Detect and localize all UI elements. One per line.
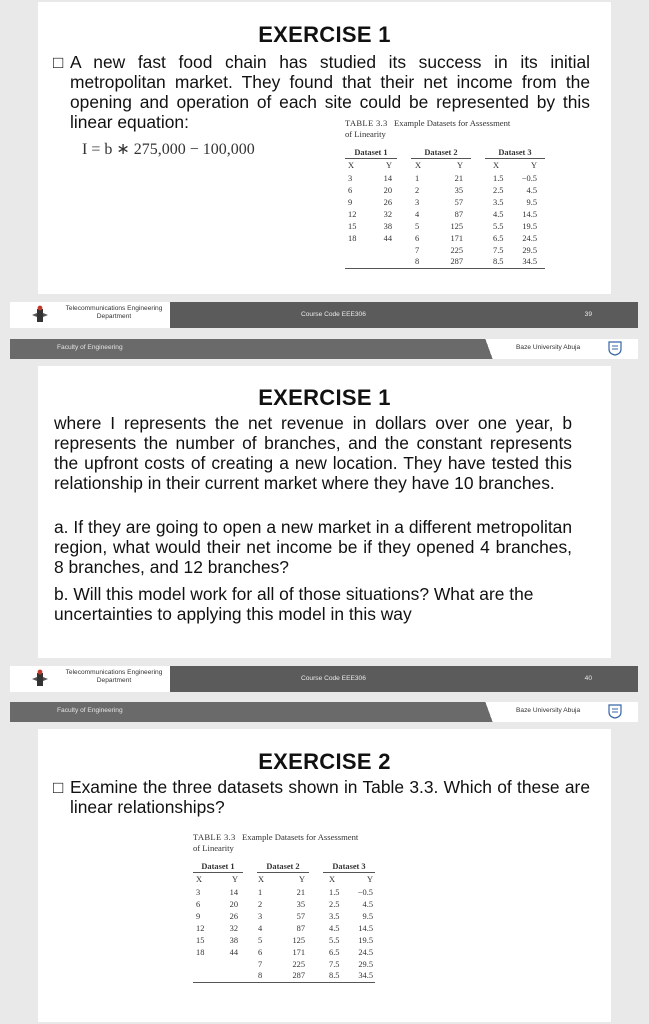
table-cell: 26 <box>383 197 392 207</box>
course-code: Course Code EEE306 <box>301 311 366 318</box>
faculty-bar-2 <box>10 702 638 722</box>
table-cell: 2.5 <box>493 185 504 195</box>
table-cell: 26 <box>229 911 238 921</box>
course-code: Course Code EEE306 <box>301 675 366 682</box>
table-cell: 15 <box>348 221 357 231</box>
table-cell: 14.5 <box>522 209 537 219</box>
table-cell: 5.5 <box>493 221 504 231</box>
table-cell: 24.5 <box>358 947 373 957</box>
department-name: Telecommunications Engineering <box>65 669 163 676</box>
table-cell: 4.5 <box>329 923 340 933</box>
page-number: 40 <box>584 675 592 682</box>
table-cell: 287 <box>292 971 305 981</box>
table-cell: 6 <box>196 899 201 909</box>
table-cell: 38 <box>383 221 392 231</box>
table-cell: 2 <box>415 185 420 195</box>
table-cell: 12 <box>348 209 357 219</box>
faculty-bar-1 <box>10 339 638 359</box>
table-cell: 19.5 <box>522 221 537 231</box>
table-cell: 5.5 <box>329 935 340 945</box>
slide-1 <box>38 2 611 294</box>
table-cell: 1.5 <box>493 173 504 183</box>
table-row <box>193 922 375 934</box>
table-cell: 87 <box>296 923 305 933</box>
table-cell: 8.5 <box>493 257 504 267</box>
table-cell: 14 <box>383 173 392 183</box>
table-row <box>193 886 375 898</box>
group-header: Dataset 2 <box>257 858 309 872</box>
table-cell: 9.5 <box>526 197 537 207</box>
bullet-icon: □ <box>53 53 64 72</box>
table-row <box>193 934 375 946</box>
table-cell <box>369 256 397 268</box>
table-cell: 4.5 <box>362 899 373 909</box>
table-cell: 20 <box>229 899 238 909</box>
group-header: Dataset 1 <box>345 144 397 158</box>
table-cell: 3 <box>196 887 201 897</box>
group-header: Dataset 3 <box>485 144 545 158</box>
table-cell: −0.5 <box>521 173 537 183</box>
table-cell: 4 <box>258 923 263 933</box>
slide-footer-2: Telecommunications Engineering Department Course Code EEE306 40 <box>10 666 638 692</box>
page-number: 39 <box>584 311 592 318</box>
table-cell: 14.5 <box>358 923 373 933</box>
table-cell: 2 <box>258 899 263 909</box>
table-cell: 1 <box>415 173 420 183</box>
table-cell: 1.5 <box>329 887 340 897</box>
table-cell: 35 <box>454 185 463 195</box>
table-cell <box>216 958 243 970</box>
question-a: a. If they are going to open a new market in a different metropolitan region, what would their net income be if they opened 4 branches, 8 branches, and 12 branches? <box>54 517 572 577</box>
table-row <box>345 256 545 268</box>
table-cell: 87 <box>454 209 463 219</box>
table-cell: 225 <box>292 959 305 969</box>
table-cell: 44 <box>383 233 392 243</box>
table-caption: TABLE 3.3 Example Datasets for Assessment of Linearity <box>345 118 511 139</box>
table-row <box>345 208 545 220</box>
linear-equation: I = b ∗ 275,000 − 100,000 <box>82 141 255 158</box>
group-header: Dataset 1 <box>193 858 243 872</box>
crest-icon <box>608 704 622 719</box>
table-cell: 57 <box>454 197 463 207</box>
table-cell: 3.5 <box>329 911 340 921</box>
table-row <box>345 172 545 184</box>
table-cell: 4 <box>415 209 420 219</box>
table-cell: 8.5 <box>329 971 340 981</box>
table-cell: 6 <box>258 947 263 957</box>
table-cell: 9.5 <box>362 911 373 921</box>
table-cell: 171 <box>292 947 305 957</box>
table-cell <box>345 244 369 256</box>
slide-3 <box>38 729 611 1022</box>
table-cell: 44 <box>229 947 238 957</box>
table-cell: 6.5 <box>493 233 504 243</box>
table-cell: 35 <box>296 899 305 909</box>
group-header: Dataset 3 <box>323 858 375 872</box>
table-cell: 3 <box>415 197 420 207</box>
table-cell: 18 <box>196 947 205 957</box>
table-row <box>345 220 545 232</box>
table-cell: 5 <box>258 935 263 945</box>
table-cell: 3 <box>258 911 263 921</box>
table-cell: 6 <box>415 233 420 243</box>
faculty-name: Faculty of Engineering <box>57 344 123 351</box>
group-header-row <box>193 858 375 872</box>
exercise-text: A new fast food chain has studied its success in its initial metropolitan market. They found that their net income from the opening and operation of each site could be represented by this linear equation: <box>70 52 590 132</box>
table-cell: 171 <box>450 233 463 243</box>
table-cell <box>193 970 216 982</box>
table-cell: 38 <box>229 935 238 945</box>
group-header-row <box>345 144 545 158</box>
table-row <box>193 958 375 970</box>
table-cell: 125 <box>450 221 463 231</box>
table-cell: 1 <box>258 887 263 897</box>
table-cell: 2.5 <box>329 899 340 909</box>
table-row <box>345 232 545 244</box>
table-cell <box>369 244 397 256</box>
bullet-icon: □ <box>53 778 64 797</box>
table-cell: −0.5 <box>357 887 373 897</box>
group-header: Dataset 2 <box>411 144 471 158</box>
table-row <box>193 898 375 910</box>
table-cell: 3.5 <box>493 197 504 207</box>
table-cell: 15 <box>196 935 205 945</box>
dataset-table <box>193 832 375 983</box>
table-cell: 9 <box>348 197 353 207</box>
slide-title: EXERCISE 2 <box>258 749 391 774</box>
table-cell <box>193 958 216 970</box>
table-cell: 9 <box>196 911 201 921</box>
slide-2 <box>38 366 611 658</box>
xy-header-row: X Y X Y X Y <box>348 160 537 170</box>
crest-icon <box>608 341 622 356</box>
dataset-grid <box>345 144 545 269</box>
table-caption: TABLE 3.3 Example Datasets for Assessment of Linearity <box>193 832 359 853</box>
table-cell: 21 <box>296 887 305 897</box>
table-cell: 19.5 <box>358 935 373 945</box>
table-cell <box>345 256 369 268</box>
table-cell: 6 <box>348 185 353 195</box>
table-row <box>193 910 375 922</box>
table-cell: 29.5 <box>522 245 537 255</box>
table-cell: 225 <box>450 245 463 255</box>
table-cell: 34.5 <box>522 257 537 267</box>
table-cell: 29.5 <box>358 959 373 969</box>
exercise-paragraph: where I represents the net revenue in dollars over one year, b represents the number of branches, and the constant represents the upfront costs of creating a new location. They have tested this relationship in their current market where they have 10 branches. <box>54 413 572 493</box>
table-cell: 7.5 <box>329 959 340 969</box>
table-cell: 20 <box>383 185 392 195</box>
table-cell: 125 <box>292 935 305 945</box>
table-cell: 287 <box>450 257 463 267</box>
university-name: Baze University Abuja <box>516 344 581 351</box>
table-cell: 32 <box>229 923 238 933</box>
table-cell: 3 <box>348 173 353 183</box>
table-cell: 12 <box>196 923 205 933</box>
table-row <box>345 184 545 196</box>
question-b: b. Will this model work for all of those situations? What are the uncertainties to applying this model in this way <box>54 584 534 624</box>
table-cell: 34.5 <box>358 971 373 981</box>
slide-title: EXERCISE 1 <box>258 22 391 47</box>
xy-header-row: X Y X Y X Y <box>196 874 373 884</box>
table-row <box>193 970 375 982</box>
table-cell: 4.5 <box>526 185 537 195</box>
table-cell: 24.5 <box>522 233 537 243</box>
faculty-name: Faculty of Engineering <box>57 707 123 714</box>
department-name: Telecommunications Engineering <box>65 305 163 312</box>
table-cell: 21 <box>454 173 463 183</box>
table-row <box>345 196 545 208</box>
table-row <box>193 946 375 958</box>
slide-footer-1: Telecommunications Engineering Department Course Code EEE306 39 <box>10 302 638 328</box>
table-cell <box>216 970 243 982</box>
table-cell: 5 <box>415 221 420 231</box>
exercise-text: Examine the three datasets shown in Table 3.3. Which of these are linear relationships? <box>70 777 590 817</box>
table-cell: 32 <box>383 209 392 219</box>
table-cell: 18 <box>348 233 357 243</box>
table-cell: 7.5 <box>493 245 504 255</box>
table-cell: 7 <box>415 245 420 255</box>
table-cell: 4.5 <box>493 209 504 219</box>
slide-title: EXERCISE 1 <box>258 385 391 410</box>
table-cell: 6.5 <box>329 947 340 957</box>
table-cell: 7 <box>258 959 263 969</box>
table-row <box>345 244 545 256</box>
table-cell: 57 <box>296 911 305 921</box>
logo-icon <box>30 669 50 689</box>
table-cell: 8 <box>415 257 420 267</box>
table-cell: 14 <box>229 887 238 897</box>
dataset-grid <box>193 858 375 983</box>
logo-icon <box>30 305 50 325</box>
dataset-table <box>345 118 545 269</box>
table-cell: 8 <box>258 971 263 981</box>
university-name: Baze University Abuja <box>516 707 581 714</box>
